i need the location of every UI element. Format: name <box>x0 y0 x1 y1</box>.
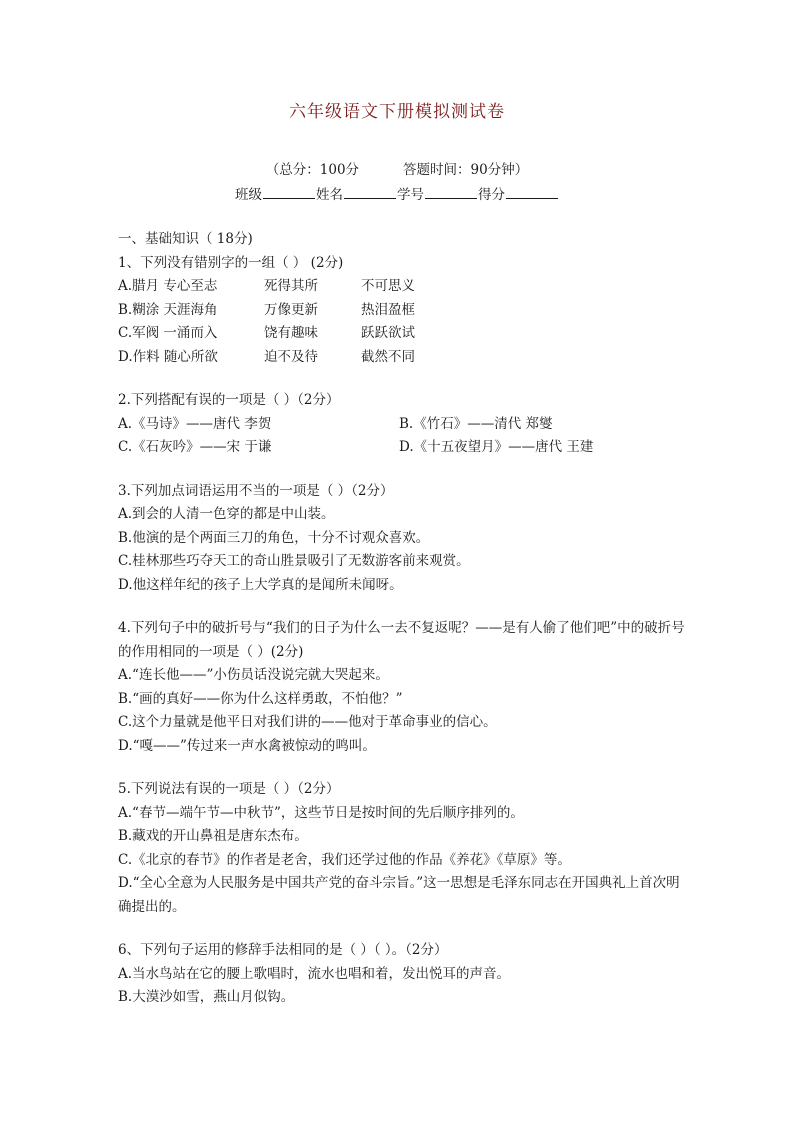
option-c: C.桂林那些巧夺天工的奇山胜景吸引了无数游客前来观赏。 <box>118 553 470 569</box>
total-score: （总分：100分 <box>265 162 360 178</box>
option-text: 饶有趣味 <box>264 325 318 341</box>
question-1-row <box>118 322 688 346</box>
question-1-row <box>118 299 688 323</box>
exam-content <box>118 228 688 1010</box>
option-text: B.糊涂 天涯海角 <box>118 301 218 318</box>
name-blank <box>344 185 396 199</box>
option-text: 不可思义 <box>361 278 415 294</box>
option-text: 截然不同 <box>361 348 415 365</box>
option-text: A.腊月 专心至志 <box>118 278 218 294</box>
option-b: B.大漠沙如雪，燕山月似钩。 <box>118 989 295 1005</box>
option-text: 万像更新 <box>264 301 318 318</box>
option-c: C.这个力量就是他平日对我们讲的——他对于革命事业的信心。 <box>118 714 497 730</box>
option-b: B.他演的是个两面三刀的角色，十分不讨观众喜欢。 <box>118 529 430 546</box>
question-2-row <box>118 436 688 460</box>
option-a: A.到会的人清一色穿的都是中山装。 <box>118 506 335 522</box>
question-6-stem: 6、下列句子运用的修辞手法相同的是（ ）（ ）。（2分） <box>118 942 448 958</box>
option-text: C.军阀 一涌而入 <box>118 325 218 341</box>
exam-meta <box>0 158 794 178</box>
section-heading: 一、基础知识（ 18分) <box>118 231 253 247</box>
question-4-stem: 4.下列句子中的破折号与“我们的日子为什么一去不复返呢？——是有人偷了他们吧”中的破折号的作用相同的一项是（ ）(2分) <box>118 620 685 660</box>
question-1-row <box>118 346 688 370</box>
option-text: 热泪盈框 <box>361 301 415 318</box>
option-text: A.《马诗》——唐代 李贺 <box>118 415 272 432</box>
option-text: 死得其所 <box>264 278 318 294</box>
question-1-row <box>118 275 688 299</box>
option-text: D.《十五夜望月》——唐代 王建 <box>399 439 594 455</box>
time-limit: 答题时间：90分钟） <box>403 162 529 178</box>
class-label: 班级 <box>235 187 262 203</box>
option-d: D.“嘎——”传过来一声水禽被惊动的鸣叫。 <box>118 737 376 754</box>
option-c: C.《北京的春节》的作者是老舍，我们还学过他的作品《养花》《草原》等。 <box>118 851 571 868</box>
option-text: D.作料 随心所欲 <box>118 348 218 365</box>
score-label: 得分 <box>478 187 505 203</box>
question-5-stem: 5.下列说法有误的一项是（ ）（2分） <box>118 781 340 797</box>
student-info <box>0 183 794 203</box>
option-text: 跃跃欲试 <box>361 325 415 341</box>
option-text: C.《石灰吟》——宋 于谦 <box>118 439 272 455</box>
name-label: 姓名 <box>316 187 343 203</box>
option-a: A.当水鸟站在它的腰上歌唱时，流水也唱和着，发出悦耳的声音。 <box>118 965 511 982</box>
option-text: B.《竹石》——清代 郑燮 <box>399 415 553 432</box>
id-label: 学号 <box>397 187 424 203</box>
question-1-stem: 1、下列没有错别字的一组（ ） (2分) <box>118 254 344 271</box>
question-2-row <box>118 413 688 437</box>
question-3-stem: 3.下列加点词语运用不当的一项是（ ）（2分） <box>118 482 394 499</box>
question-2-stem: 2.下列搭配有误的一项是（ ）（2分） <box>118 392 340 408</box>
option-b: B.藏戏的开山鼻祖是唐东杰布。 <box>118 828 308 844</box>
option-a: A.“春节—端午节—中秋节”，这些节日是按时间的先后顺序排列的。 <box>118 804 524 821</box>
option-a: A.“连长他——”小伤员话没说完就大哭起来。 <box>118 667 389 683</box>
option-text: 迫不及待 <box>264 348 318 365</box>
option-d: D.他这样年纪的孩子上大学真的是闻所未闻呀。 <box>118 576 403 593</box>
score-blank <box>506 185 558 199</box>
class-blank <box>263 185 315 199</box>
option-b: B.“画的真好——你为什么这样勇敢，不怕他？” <box>118 690 403 707</box>
option-d: D.“全心全意为人民服务是中国共产党的奋斗宗旨。”这一思想是毛泽东同志在开国典礼上首次明确提出的。 <box>118 875 680 915</box>
id-blank <box>425 185 477 199</box>
page-title: 六年级语文下册模拟测试卷 <box>289 102 505 122</box>
